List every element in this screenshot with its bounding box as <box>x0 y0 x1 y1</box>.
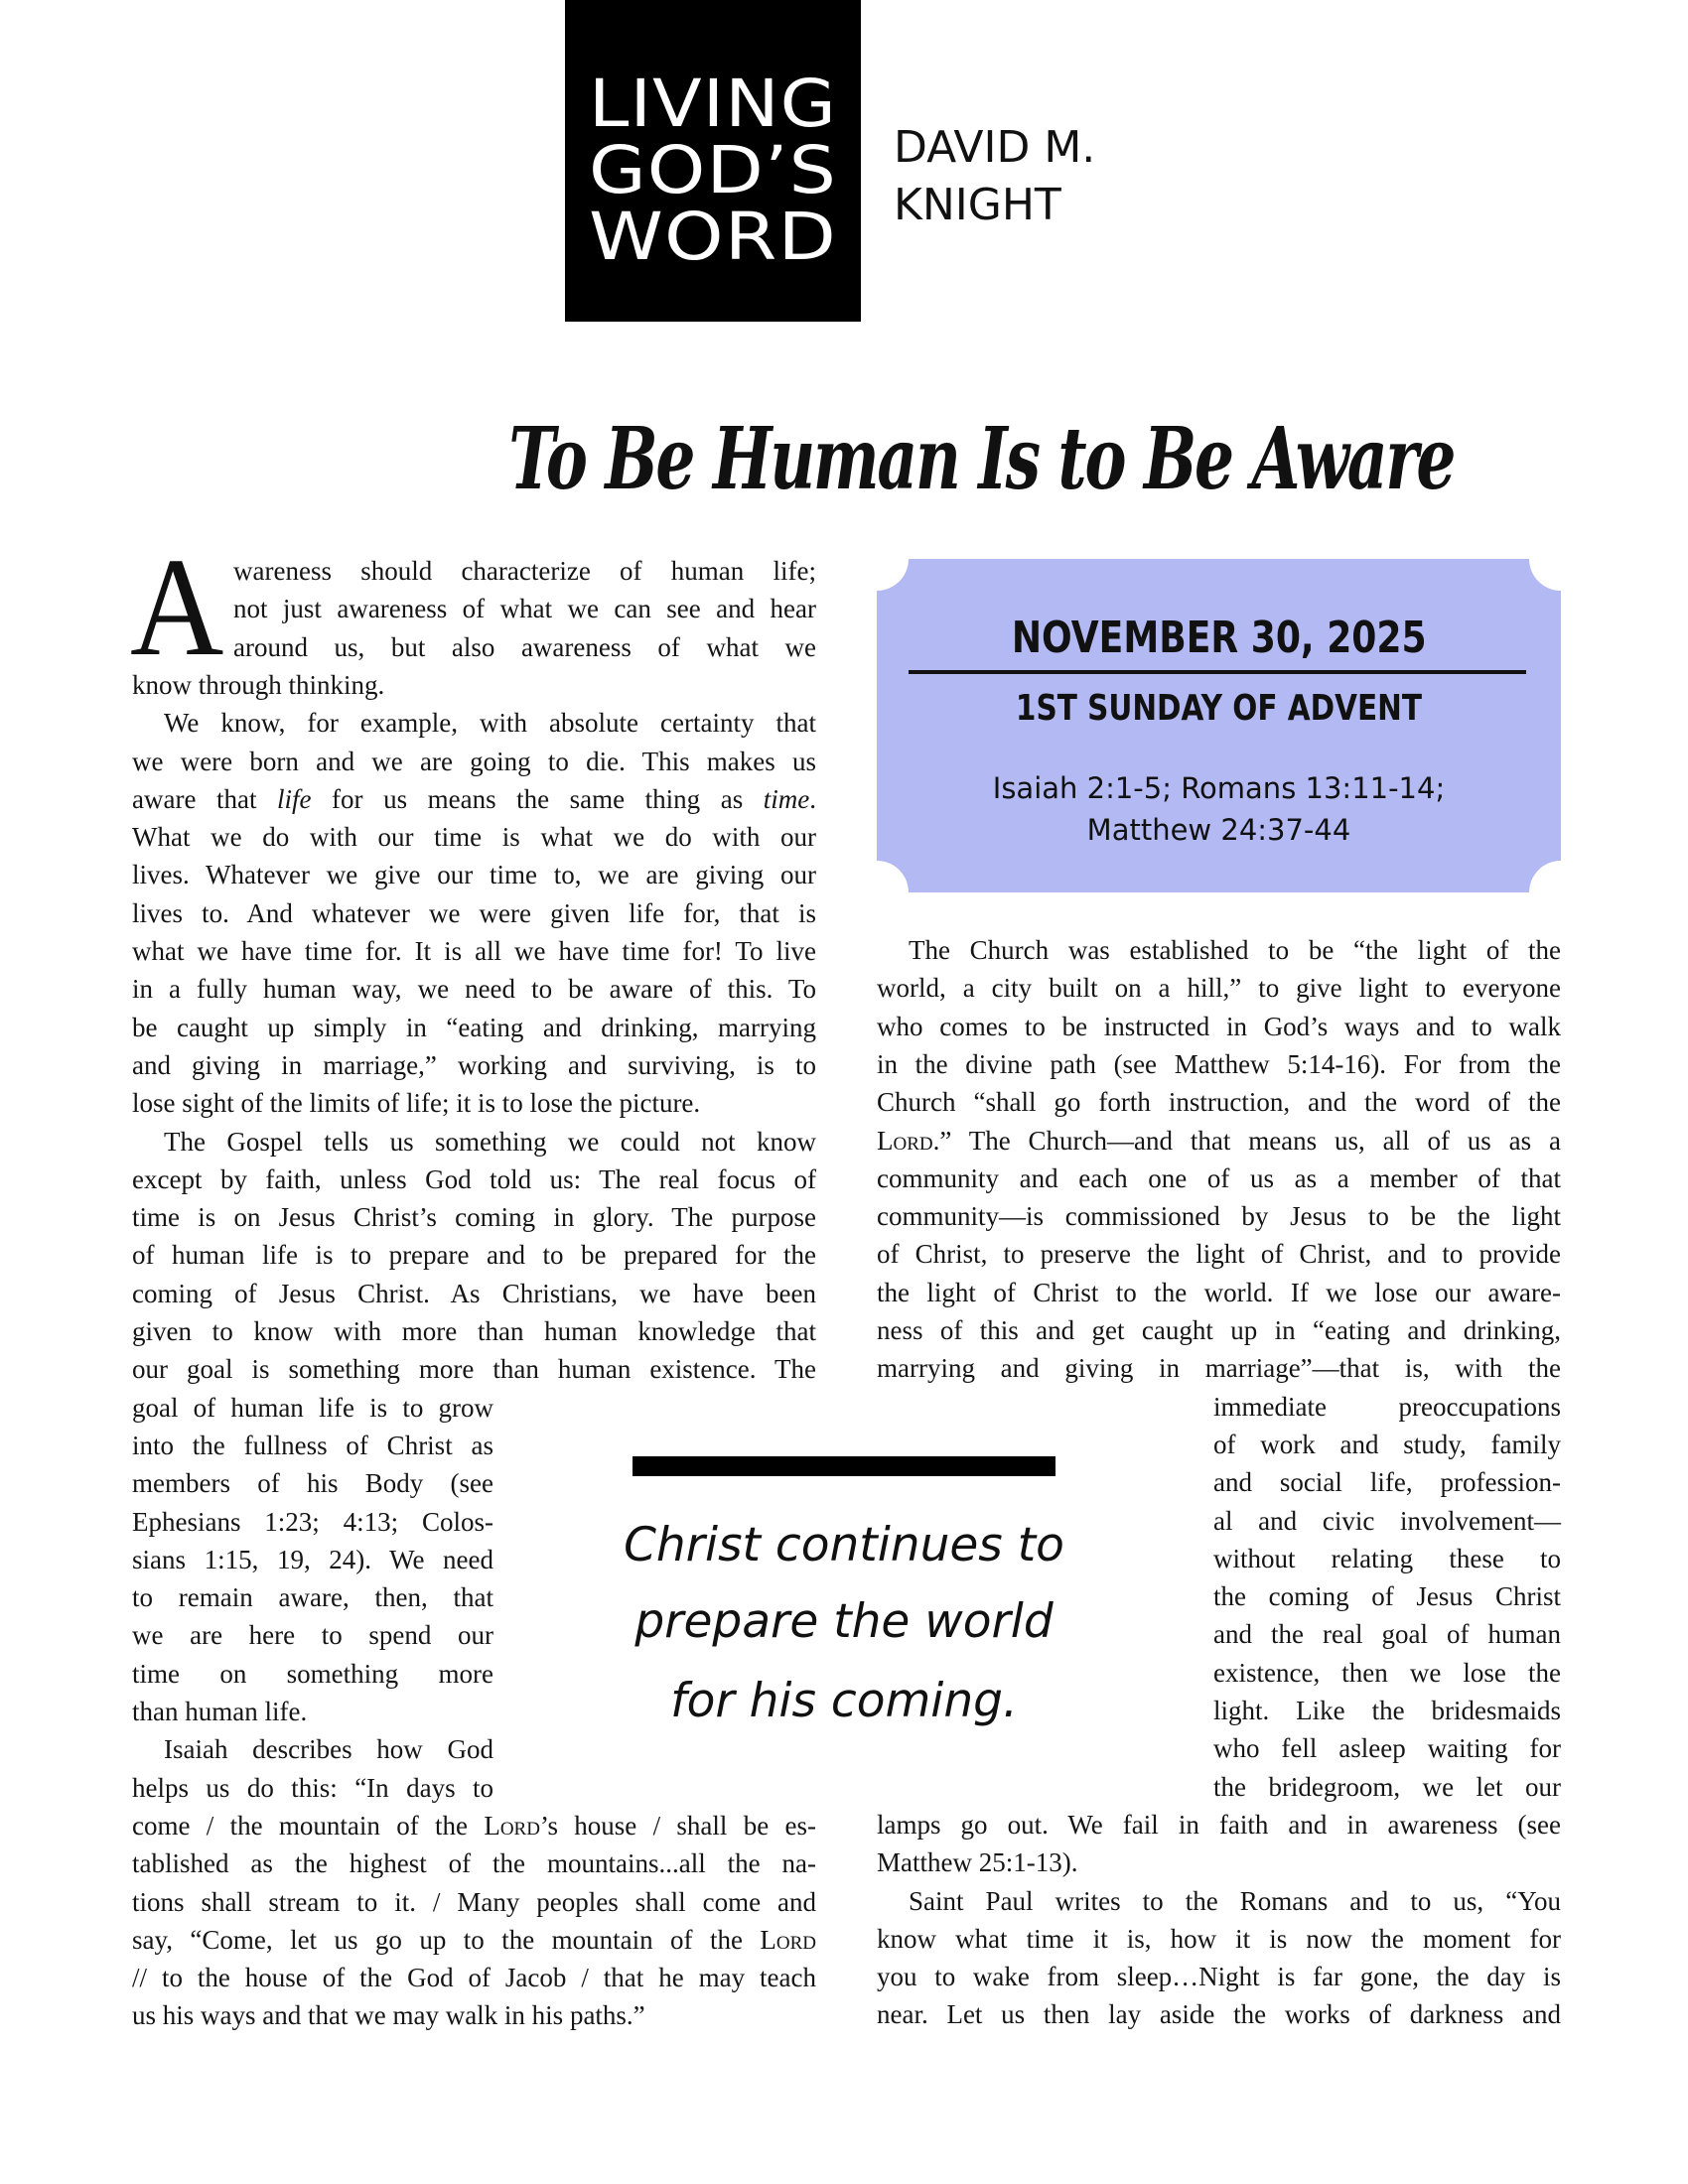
text-line: of work and study, family <box>1213 1429 1561 1459</box>
text-line: know what time it is, how it is now the moment for <box>877 1923 1561 1954</box>
text-segment: come / the mountain of the <box>132 1810 485 1841</box>
text-line: Matthew 25:1-13). <box>877 1847 1078 1878</box>
text-segment: for us means the same thing as <box>311 783 764 814</box>
text-line: sians 1:15, 19, 24). We need <box>132 1544 493 1574</box>
text-line: be caught up simply in “eating and drinking, marrying <box>132 1012 816 1042</box>
text-line: the bridegroom, we let our <box>1213 1771 1561 1802</box>
text-line: given to know with more than human knowledge that <box>132 1316 816 1346</box>
logo-line-1: LIVING <box>589 66 837 142</box>
text-line: who comes to be instructed in God’s ways and to walk <box>877 1011 1561 1041</box>
pull-quote-line-3: for his coming. <box>670 1674 1018 1728</box>
text-line: Ephesians 1:23; 4:13; Colos- <box>132 1506 493 1537</box>
author-name-line-1: DAVID M. <box>894 122 1096 173</box>
text-line: without relating these to <box>1213 1543 1561 1573</box>
text-segment: ’s house / shall be es- <box>539 1810 817 1841</box>
small-caps-text: Lord <box>760 1924 816 1955</box>
text-line: members of his Body (see <box>132 1468 493 1499</box>
text-line: coming of Jesus Christ. As Christians, we have been <box>132 1278 816 1308</box>
text-line: community—is commissioned by Jesus to be the light <box>877 1201 1561 1232</box>
text-line: What we do with our time is what we do with our <box>132 822 816 853</box>
text-line <box>877 1122 1561 1160</box>
italic-text: life <box>277 783 312 814</box>
text-line: light. Like the bridesmaids <box>1213 1696 1561 1725</box>
series-logo <box>565 0 861 322</box>
text-segment: say, “Come, let us go up to the mountain of the <box>132 1924 761 1955</box>
text-line: know through thinking. <box>132 669 385 700</box>
text-line: we were born and we are going to die. This makes us <box>132 746 816 776</box>
text-line: lose sight of the limits of life; it is to lose the picture. <box>132 1088 701 1119</box>
date-text: NOVEMBER 30, 2025 <box>1011 613 1427 663</box>
text-line <box>132 780 816 818</box>
text-line: helps us do this: “In days to <box>132 1772 493 1803</box>
text-line: lamps go out. We fail in faith and in awareness (see <box>877 1809 1561 1840</box>
text-line: The Gospel tells us something we could not know <box>164 1126 816 1157</box>
text-line: Church “shall go forth instruction, and the word of the <box>877 1087 1561 1118</box>
text-line: of human life is to prepare and to be prepared for the <box>132 1240 816 1271</box>
text-line: lives to. And whatever we were given life for, that is <box>132 897 816 928</box>
text-line: and social life, profession- <box>1213 1467 1561 1498</box>
text-line: us his ways and that we may walk in his paths.” <box>132 2000 645 2031</box>
readings-line-2: Matthew 24:37-44 <box>1086 813 1351 847</box>
text-line: lives. Whatever we give our time to, we are giving our <box>132 860 816 890</box>
drop-cap: A <box>130 528 224 685</box>
text-line: marrying and giving in marriage”—that is, with the <box>877 1353 1561 1384</box>
logo-line-3: WORD <box>589 199 838 275</box>
small-caps-text: Lord <box>877 1125 933 1156</box>
text-line: tablished as the highest of the mountains...all the na- <box>132 1848 816 1879</box>
text-line: We know, for example, with absolute certainty that <box>164 708 816 739</box>
text-line: what we have time for. It is all we have time for! To live <box>132 936 816 966</box>
text-line: our goal is something more than human existence. The <box>132 1354 816 1385</box>
text-line: wareness should characterize of human life; <box>233 556 816 586</box>
pull-quote-line-1: Christ continues to <box>624 1518 1064 1572</box>
text-line: the light of Christ to the world. If we lose our aware- <box>877 1277 1561 1307</box>
text-line: who fell asleep waiting for <box>1213 1733 1561 1764</box>
date-box-occasion <box>877 687 1561 731</box>
text-line: except by faith, unless God told us: The real focus of <box>132 1163 816 1194</box>
text-line: The Church was established to be “the light of the <box>909 935 1561 965</box>
text-line: in a fully human way, we need to be aware of this. To <box>132 974 816 1005</box>
text-line <box>132 1921 816 1959</box>
text-line: Isaiah describes how God <box>164 1734 493 1765</box>
text-line: Saint Paul writes to the Romans and to us, “You <box>909 1885 1561 1916</box>
small-caps-text: Lord <box>484 1810 540 1841</box>
readings-line-1: Isaiah 2:1-5; Romans 13:11-14; <box>992 771 1446 805</box>
text-line: time is on Jesus Christ’s coming in glory. The purpose <box>132 1202 816 1233</box>
text-line: and the real goal of human <box>1213 1619 1561 1650</box>
pull-quote-rule <box>633 1456 1055 1476</box>
article-title: To Be Human Is to Be Aware <box>508 409 1455 509</box>
text-line: community and each one of us as a member of that <box>877 1162 1561 1193</box>
text-line: world, a city built on a hill,” to give light to everyone <box>877 973 1561 1004</box>
text-line: goal of human life is to grow <box>132 1392 493 1423</box>
text-line: ness of this and get caught up in “eating and drinking, <box>877 1315 1561 1345</box>
text-line: time on something more <box>132 1658 493 1689</box>
text-line: than human life. <box>132 1697 308 1726</box>
text-line: tions shall stream to it. / Many peoples shall come and <box>132 1886 816 1917</box>
text-line: you to wake from sleep…Night is far gone, the day is <box>877 1962 1561 1992</box>
text-line <box>132 1807 816 1844</box>
date-box-divider <box>909 670 1526 674</box>
text-line: of Christ, to preserve the light of Christ, and to provide <box>877 1239 1561 1270</box>
text-line: al and civic involvement— <box>1213 1505 1561 1536</box>
text-line: the coming of Jesus Christ <box>1213 1581 1561 1612</box>
text-line: // to the house of the God of Jacob / that he may teach <box>132 1963 816 1993</box>
text-segment: . <box>809 783 816 814</box>
italic-text: time <box>763 783 810 814</box>
text-line: in the divine path (see Matthew 5:14-16). For from the <box>877 1048 1561 1079</box>
text-segment: .” The Church—and that means us, all of us as a <box>932 1125 1561 1156</box>
text-line: near. Let us then lay aside the works of darkness and <box>877 1999 1561 2030</box>
text-line: into the fullness of Christ as <box>132 1430 493 1460</box>
text-line: around us, but also awareness of what we <box>233 631 816 662</box>
text-line: immediate preoccupations <box>1213 1391 1561 1422</box>
text-line: and giving in marriage,” working and surviving, is to <box>132 1049 816 1080</box>
text-line: existence, then we lose the <box>1213 1657 1561 1688</box>
text-line: we are here to spend our <box>132 1620 493 1651</box>
pull-quote-line-2: prepare the world <box>634 1594 1054 1649</box>
text-line: to remain aware, then, that <box>132 1582 493 1613</box>
occasion-text: 1ST SUNDAY OF ADVENT <box>1015 688 1423 729</box>
logo-line-2: GOD’S <box>589 132 838 208</box>
date-box-date <box>877 614 1561 663</box>
text-line: not just awareness of what we can see and hear <box>233 594 816 624</box>
text-segment: aware that <box>132 783 278 814</box>
author-name-line-2: KNIGHT <box>894 180 1061 230</box>
